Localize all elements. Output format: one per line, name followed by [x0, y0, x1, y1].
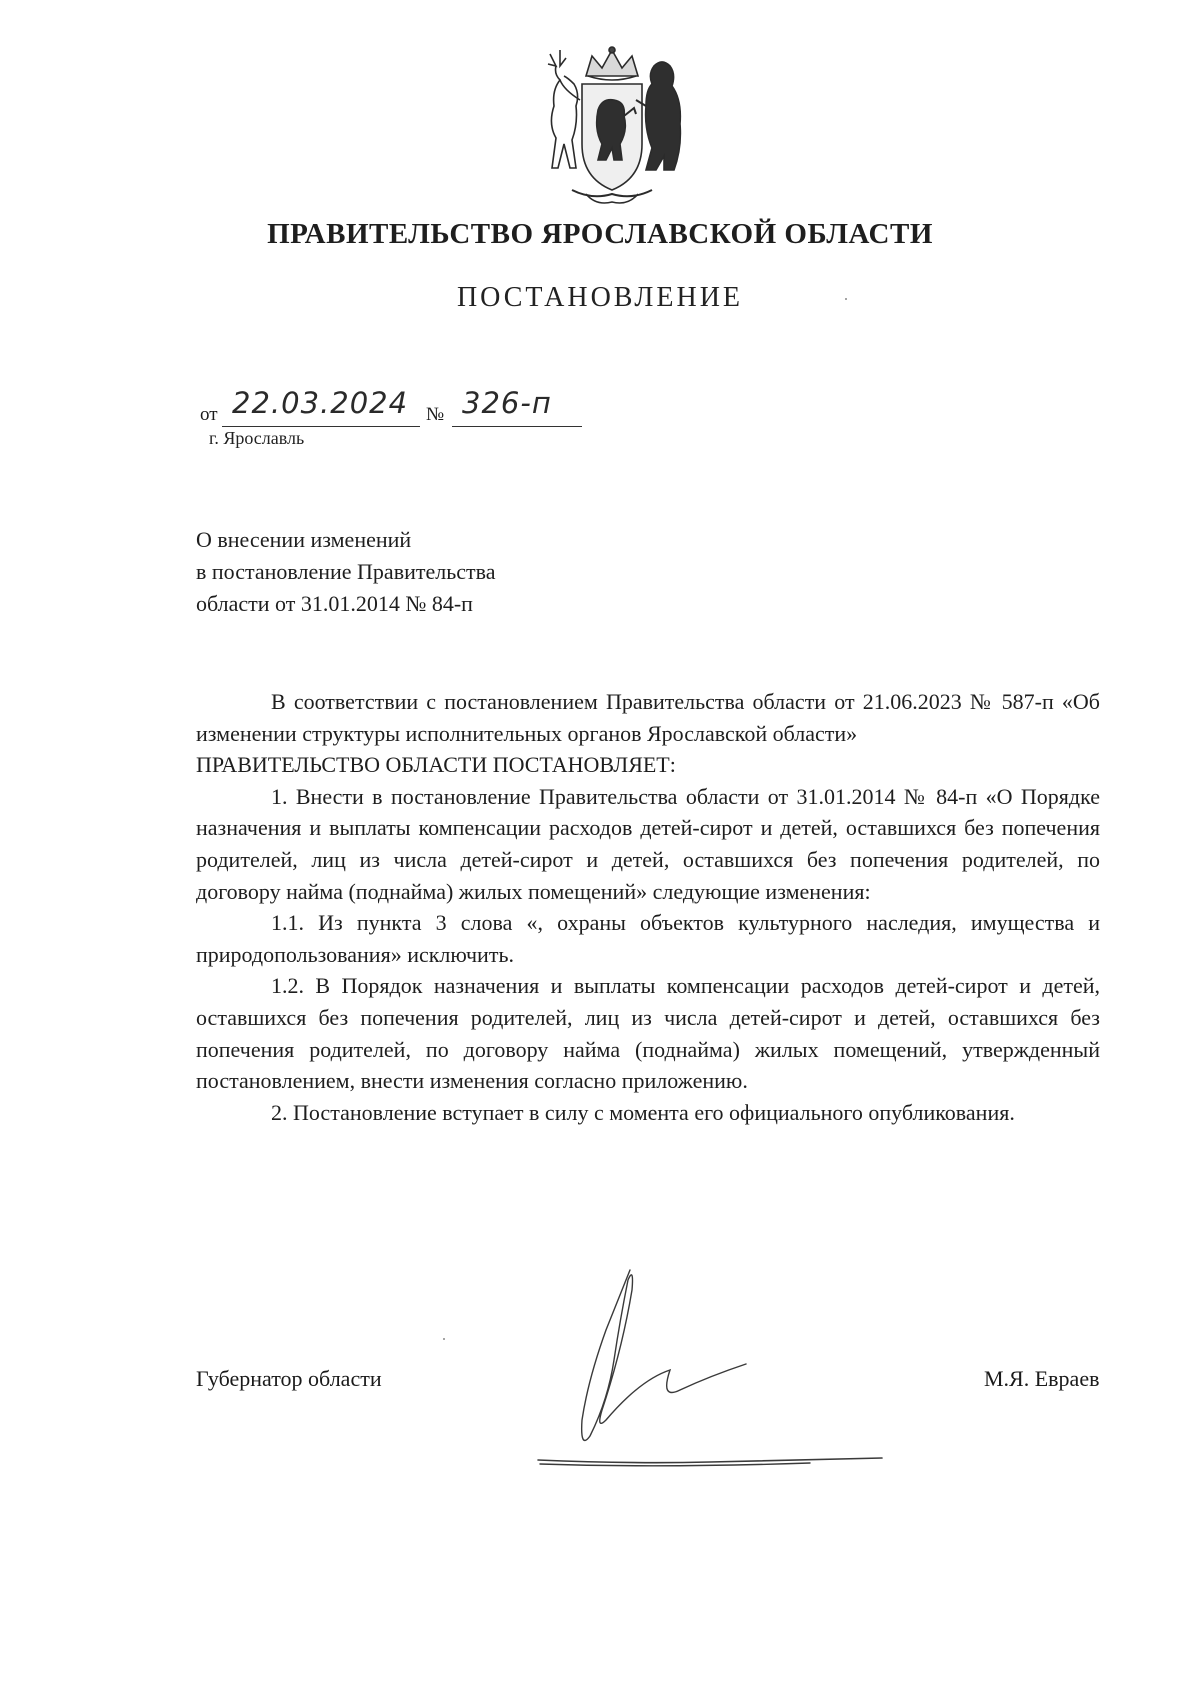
number-handwritten: 326-п — [462, 386, 552, 420]
signatory-name: М.Я. Евраев — [984, 1366, 1100, 1391]
document-type: ПОСТАНОВЛЕНИЕ — [456, 282, 744, 313]
resolves-line: ПРАВИТЕЛЬСТВО ОБЛАСТИ ПОСТАНОВЛЯЕТ: — [196, 752, 676, 778]
item-1-1-paragraph: 1.1. Из пункта 3 слова «, охраны объектов культурного наследия, имущества и природопользования» исключить. — [196, 910, 1100, 967]
item-1-paragraph: 1. Внести в постановление Правительства области от 31.01.2014 № 84-п «О Порядке назначения и выплаты компенсации расходов детей-сирот и детей, оставшихся без попечения родителей, лиц из числа детей-сирот и детей, оставшихся без попечения родителей, по договору найма (поднайма) жилых помещений» следующие изменения: — [196, 783, 1100, 904]
scan-speck — [845, 298, 847, 300]
city: г. Ярославль — [209, 428, 305, 448]
document-body — [196, 686, 1100, 1128]
number-prefix: № — [426, 404, 445, 425]
handwritten-signature — [510, 1260, 890, 1480]
number-underline — [452, 426, 582, 427]
subject-line: области от 31.01.2014 № 84-п — [196, 591, 473, 616]
date-underline — [222, 426, 420, 427]
subject-line: О внесении изменений — [196, 527, 412, 552]
coat-of-arms-icon — [536, 44, 688, 208]
date-prefix: от — [200, 404, 218, 425]
scan-speck — [443, 1338, 445, 1340]
organization-title: ПРАВИТЕЛЬСТВО ЯРОСЛАВСКОЙ ОБЛАСТИ — [267, 218, 933, 250]
signatory-position: Губернатор области — [196, 1366, 382, 1391]
item-2-paragraph: 2. Постановление вступает в силу с момента его официального опубликования. — [271, 1099, 1015, 1125]
registration-line — [200, 386, 700, 432]
date-handwritten: 22.03.2024 — [232, 386, 409, 420]
document-subject — [196, 524, 496, 620]
item-1-2-paragraph: 1.2. В Порядок назначения и выплаты компенсации расходов детей-сирот и детей, оставшихся без попечения родителей, лиц из числа детей-сирот и детей, оставшихся без попечения родителей, по договору найма (поднайма) жилых помещений, утвержденный постановлением, внести изменения согласно приложению. — [196, 973, 1100, 1094]
preamble-paragraph: В соответствии с постановлением Правительства области от 21.06.2023 № 587-п «Об изменении структуры исполнительных органов Ярославской области» — [196, 689, 1100, 746]
subject-line: в постановление Правительства — [196, 559, 496, 584]
